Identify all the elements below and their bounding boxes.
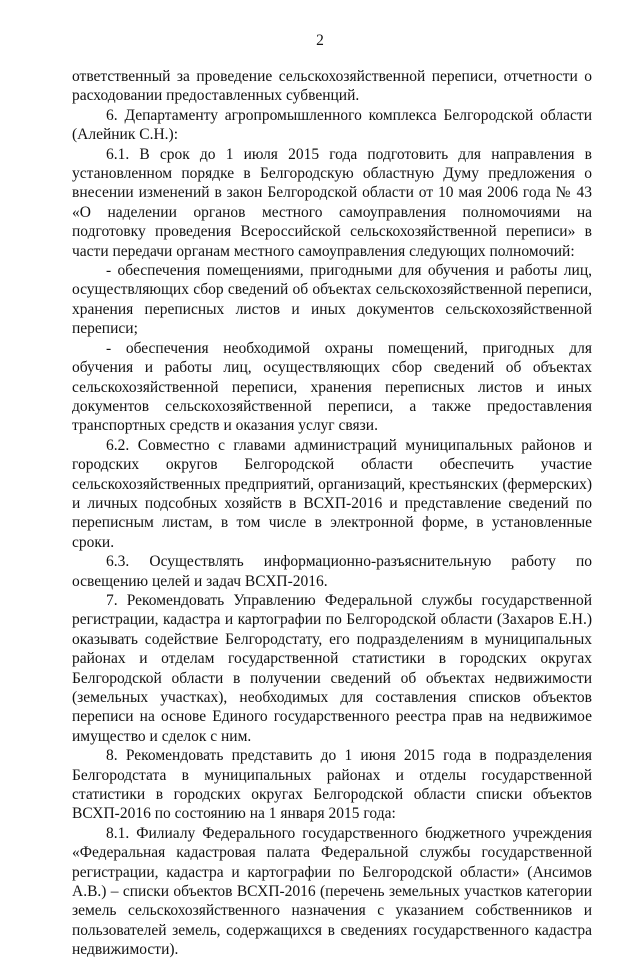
- paragraph: 7. Рекомендовать Управлению Федеральной службы государственной регистрации, кадастра и картографии по Белгородской области (Захаров Е.Н.) оказывать содействие Белгородстату, его подразделениям в муниципальных районах и отделам государственной статистики в городских округах Белгородской области в получении сведений об объектах недвижимости (земельных участках), необходимых для составления списков объектов переписи на основе Единого государственного реестра прав на недвижимое имущество и сделок с ним.: [72, 591, 592, 745]
- paragraph: - обеспечения необходимой охраны помещений, пригодных для обучения и работы лиц, осуществляющих сбор сведений об объектах сельскохозяйственной переписи, хранения переписных листов и иных документов сельскохозяйственной переписи, а также предоставления транспортных средств и оказания услуг связи.: [72, 339, 592, 435]
- paragraph: 8.1. Филиалу Федерального государственного бюджетного учреждения «Федеральная кадастровая палата Федеральной службы государственной регистрации, кадастра и картографии по Белгородской области» (Ансимов А.В.) – списки объектов ВСХП-2016 (перечень земельных участков категории земель сельскохозяйственного назначения с указанием собственников и пользователей земель, содержащихся в сведениях государственного кадастра недвижимости).: [72, 824, 592, 959]
- page-number: 2: [316, 32, 324, 49]
- paragraph: ответственный за проведение сельскохозяйственной переписи, отчетности о расходовании предоставленных субвенций.: [72, 68, 592, 105]
- paragraph: 8. Рекомендовать представить до 1 июня 2015 года в подразделения Белгородстата в муниципальных районах и отделы государственной статистики в городских округах Белгородской области списки объектов ВСХП-2016 по состоянию на 1 января 2015 года:: [72, 747, 592, 823]
- paragraph: 6.2. Совместно с главами администраций муниципальных районов и городских округов Белгородской области обеспечить участие сельскохозяйственных предприятий, организаций, крестьянских (фермерских) и личных подсобных хозяйств в ВСХП-2016 и представление сведений по переписным листам, в том числе в электронной форме, в установленные сроки.: [72, 436, 592, 551]
- paragraph: 6. Департаменту агропромышленного комплекса Белгородской области (Алейник С.Н.):: [72, 106, 592, 144]
- document-body: [72, 67, 592, 960]
- paragraph: 6.1. В срок до 1 июля 2015 года подготовить для направления в установленном порядке в Белгородскую областную Думу предложения о внесении изменений в закон Белгородской области от 10 мая 2006 года № 43 «О наделении органов местного самоуправления полномочиями на подготовку проведения Всероссийской сельскохозяйственной переписи» в части передачи органам местного самоуправления следующих полномочий:: [72, 145, 592, 260]
- paragraph: - обеспечения помещениями, пригодными для обучения и работы лиц, осуществляющих сбор сведений об объектах сельскохозяйственной переписи, хранения переписных листов и иных документов сельскохозяйственной переписи;: [72, 262, 592, 338]
- paragraph: 6.3. Осуществлять информационно-разъяснительную работу по освещению целей и задач ВСХП-2016.: [72, 553, 592, 590]
